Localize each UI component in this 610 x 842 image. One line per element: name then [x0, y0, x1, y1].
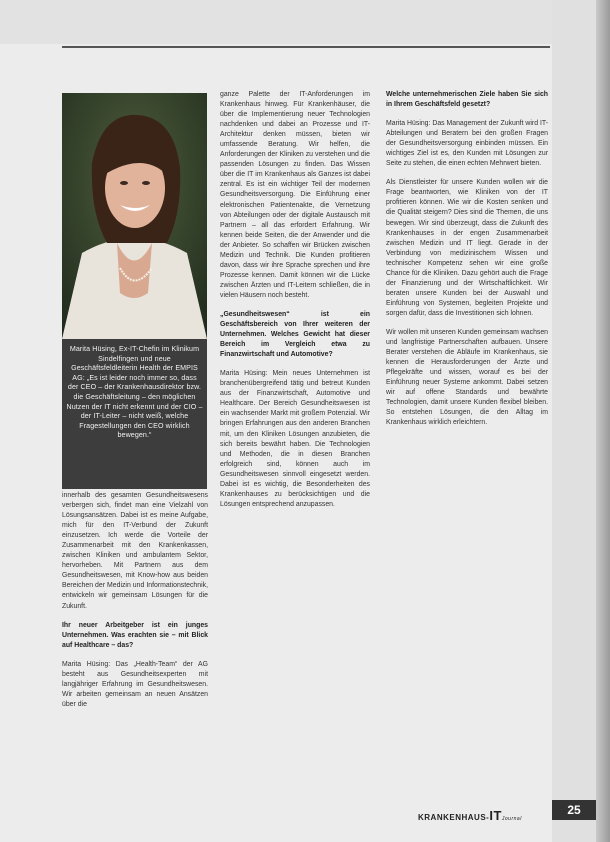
- caption-text: Marita Hüsing, Ex-IT-Chefin im Klinikum Sindelfingen und neue Geschäftsfeldleiterin Health der EMPIS AG: „Es ist leider noch immer so, dass der CEO – der Krankenhausdirektor bzw. die Geschäftsleitung – den möglichen Nutzen der IT nicht erkennt und der CIO – der IT-Leiter – nicht weiß, welche Fragestellungen den CEO wirklich bewegen.“: [66, 345, 203, 440]
- interview-question: „Gesundheitswesen“ ist ein Geschäftsbereich von Ihrer weiteren der Unternehmen. Welches Gewicht hat dieser Bereich im Vergleich etwa zu Finanzwirtschaft und Automotive?: [220, 310, 370, 359]
- logo-main: KRANKENHAUS-: [418, 813, 490, 822]
- paragraph: Als Dienstleister für unsere Kunden wollen wir die Frage beantworten, wie Kliniken von der IT profitieren können. Wie wir die Kosten senken und die Qualität steigern? Dies sind die Themen, die uns bewegen. Wir sind überzeugt, dass die Zukunft des Krankenhauses in der engen Zusammenarbeit zwischen Medizin und IT liegt. Gerade in der Verbindung von medizinischem Wissen und technischer Kompetenz sehen wir eine große Chance für die Kliniken. Dazu gehört auch die Frage der Finanzierung und der Wirtschaftlichkeit. Wir beraten unsere Kunden bei der Auswahl und Einführung von Systemen, begleiten Projekte und sorgen dafür, dass die Investitionen sich lohnen.: [386, 179, 548, 317]
- photo-caption: [62, 339, 207, 489]
- paragraph: Wir wollen mit unseren Kunden gemeinsam wachsen und langfristige Partnerschaften aufbauen. Unsere Berater verstehen die Abläufe im Krankenhaus, sie kennen die Herausforderungen der Ärzte und Pflegekräfte und wissen, worauf es bei der Einführung neuer Systeme ankommt. Dabei setzen wir auf offene Standards und bewährte Technologien, damit unsere Kunden flexibel bleiben. So entstehen Lösungen, die den Alltag im Krankenhaus wirklich erleichtern.: [386, 328, 549, 427]
- magazine-logo: [418, 808, 522, 823]
- text-column-2: [220, 90, 370, 519]
- paragraph: Marita Hüsing: Mein neues Unternehmen ist branchenübergreifend tätig und betreut Kunden aus der Finanzwirtschaft, Automotive und Healthcare. Der Bereich Gesundheitswesen ist ein wachsender Markt mit großem Potenzial. Wir bringen Erfahrungen aus den anderen Branchen mit, um den Kliniken Lösungen anzubieten, die sich bereits bewährt haben. Die Technologien und Methoden, die in diesen Branchen erfolgreich sind, können auch im Gesundheitswesen sinnvoll eingesetzt werden. Dabei ist es wichtig, die Besonderheiten des Krankenhauses zu berücksichtigen und die Lösungen entsprechend anzupassen.: [220, 370, 370, 508]
- portrait-image: [62, 93, 207, 339]
- text-column-3: [386, 90, 548, 437]
- page-gutter-shadow: [596, 0, 610, 842]
- text-column-1: [62, 491, 208, 719]
- interview-question: Ihr neuer Arbeitgeber ist ein junges Unternehmen. Was erachten sie – mit Blick auf Healthcare – das?: [62, 621, 208, 649]
- page-number: 25: [552, 800, 596, 820]
- portrait-photo: [62, 93, 207, 339]
- header-rule: [62, 46, 550, 48]
- paragraph: Marita Hüsing: Das „Health-Team“ der AG besteht aus Gesundheitsexperten mit langjähriger Erfahrung im Gesundheitswesen. Wir arbeiten gemeinsam an neuen Ansätzen über die: [62, 660, 208, 708]
- paragraph: Marita Hüsing: Das Management der Zukunft wird IT-Abteilungen und Beratern bei den großen Fragen der Gesundheitsversorgung einbinden müssen. Ein wichtiges Ziel ist es, den Kunden mit Lösungen zur Seite zu stehen, die einen echten Mehrwert bieten.: [386, 120, 548, 168]
- paragraph: ganze Palette der IT-Anforderungen im Krankenhaus hinweg. Für Krankenhäuser, die über die Implementierung neuer Technologien nachdenken und dabei an Prozesse und IT-Architektur denken müssen, bieten wir umfassende Beratung. Wir helfen, die Anforderungen der Kliniken zu verstehen und die passenden Lösungen zu finden. Das Wissen über die IT im Krankenhaus als Ganzes ist dabei zentral. Es ist ein wichtiger Teil der modernen Gesundheitsversorgung. Die Einführung einer elektronischen Patientenakte, die Vernetzung von Abteilungen oder der digitale Austausch mit Partnern – all das erfordert Erfahrung. Wir kennen beide Seiten, die der Anwender und die der Anbieter. So schaffen wir Brücken zwischen Medizin und Technik. Die Kunden profitieren davon, dass wir ihre Sprache sprechen und ihre Prozesse kennen. Damit können wir die Lücke zwischen Ärzten und IT-Leitern schließen, die in vielen Häusern noch besteht.: [220, 91, 370, 299]
- logo-it: IT: [489, 808, 502, 823]
- top-margin: [0, 0, 610, 44]
- paragraph: innerhalb des gesamten Gesundheitswesens verbergen sich, findet man eine Vielzahl von Lösungsansätzen. Dabei ist es meine Aufgabe, mich für den IT-Verbund der Zukunft einzusetzen. Ich werde die Vorteile der Zusammenarbeit mit den Krankenkassen, zwischen Kliniken und ambulantem Sektor, hervorheben. Mit Partnern aus dem Gesundheitswesen, mit Know-how aus beiden Bereichen der Medizin und Informationstechnik, entwickeln wir gemeinsam Lösungen für die Zukunft.: [62, 492, 208, 610]
- interview-question: Welche unternehmerischen Ziele haben Sie sich in Ihrem Geschäftsfeld gesetzt?: [386, 91, 548, 109]
- logo-sub: Journal: [501, 816, 522, 822]
